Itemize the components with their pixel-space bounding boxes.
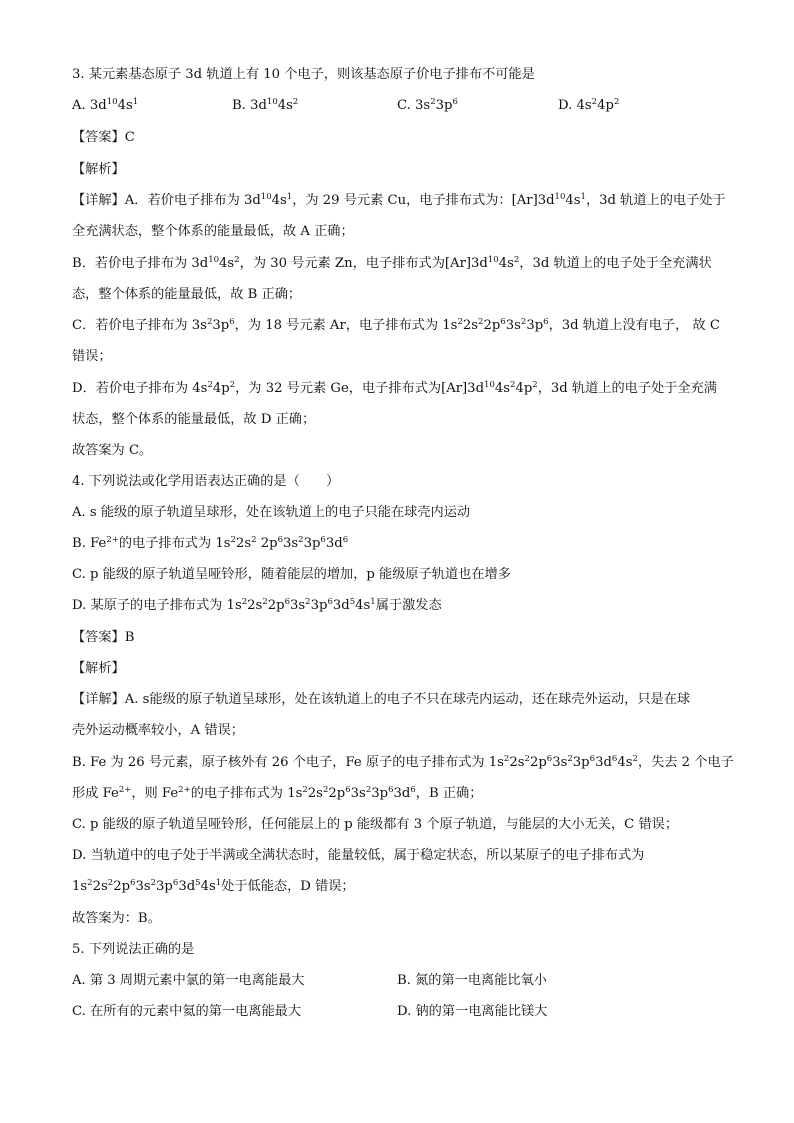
q4-detail-line-2: 壳外运动概率较小，A 错误；	[72, 723, 244, 738]
q4-detail-line-3: B. Fe 为 26 号元素，原子核外有 26 个电子，Fe 原子的电子排布式为 $1s^22s^22p^63s^23p^63d^64s^2$，失去 2 个电子	[72, 754, 734, 770]
q4-stem: 4. 下列说法或化学用语表达正确的是（ ）	[72, 474, 340, 489]
q3-detail-line-5: C．若价电子排布为 $3s^23p^6$，为 18 号元素 Ar，电子排布式为 $1s^22s^22p^63s^23p^6$，3d 轨道上没有电子， 故 C	[72, 317, 720, 333]
q3-detail-line-4: 态，整个体系的能量最低，故 B 正确；	[72, 287, 302, 302]
q5-option-a: A. 第 3 周期元素中氯的第一电离能最大	[72, 973, 305, 988]
q4-option-c: C. p 能级的原子轨道呈哑铃形，随着能层的增加，p 能级原子轨道也在增多	[72, 567, 511, 582]
q3-detail-line-3: B．若价电子排布为 $3d^{10}4s^2$，为 30 号元素 Zn，电子排布式为$[Ar]3d^{10}4s^2$，3d 轨道上的电子处于全充满状	[72, 255, 712, 271]
q4-detail-line-4: 形成 $Fe^{2+}$，则 $Fe^{2+}$的电子排布式为 $1s^22s^22p^63s^23p^63d^6$，B 正确；	[72, 785, 483, 801]
q4-detail-line-1: 【详解】A. s能级的原子轨道呈球形，处在该轨道上的电子不只在球壳内运动，还在球壳外运动，只是在球	[72, 692, 691, 707]
q3-analysis-label: 【解析】	[72, 162, 125, 177]
q3-option-c: C. $3s^23p^6$	[397, 97, 458, 113]
q4-option-b: B. $Fe^{2+}$的电子排布式为 $1s^22s^2$ $2p^63s^23p^63d^6$	[72, 535, 349, 551]
q4-option-d: D. 某原子的电子排布式为 $1s^22s^22p^63s^23p^63d^54s^1$属于激发态	[72, 597, 442, 613]
q3-detail-line-7: D．若价电子排布为 $4s^24p^2$，为 32 号元素 Ge，电子排布式为$[Ar]3d^{10}4s^24p^2$，3d 轨道上的电子处于全充满	[72, 380, 717, 396]
q3-detail-line-2: 全充满状态，整个体系的能量最低，故 A 正确；	[72, 224, 354, 239]
q4-detail-line-6: D. 当轨道中的电子处于半满或全满状态时，能量较低，属于稳定状态，所以某原子的电子排布式为	[72, 848, 645, 863]
q5-option-b: B. 氮的第一电离能比氧小	[397, 973, 547, 988]
q3-detail-line-1: 【详解】A．若价电子排布为 $3d^{10}4s^1$，为 29 号元素 Cu，电子排布式为：$[Ar]3d^{10}4s^1$，3d 轨道上的电子处于	[72, 192, 726, 208]
q4-option-a: A. s 能级的原子轨道呈球形，处在该轨道上的电子只能在球壳内运动	[72, 505, 471, 520]
q3-option-b: B. $3d^{10}4s^2$	[232, 97, 299, 113]
q3-detail-line-6: 错误；	[72, 349, 112, 364]
q5-option-d: D. 钠的第一电离能比镁大	[397, 1004, 548, 1019]
q5-option-c: C. 在所有的元素中氦的第一电离能最大	[72, 1004, 302, 1019]
q3-detail-line-8: 状态，整个体系的能量最低，故 D 正确；	[72, 412, 316, 427]
q4-detail-line-7: $1s^22s^22p^63s^23p^63d^54s^1$处于低能态，D 错误；	[72, 878, 355, 894]
q3-conclusion: 故答案为 C。	[72, 443, 153, 458]
q4-detail-line-5: C. p 能级的原子轨道呈哑铃形，任何能层上的 p 能级都有 3 个原子轨道，与能层的大小无关，C 错误；	[72, 817, 679, 832]
q4-answer: 【答案】B	[72, 630, 135, 645]
q5-stem: 5. 下列说法正确的是	[72, 942, 195, 957]
q4-analysis-label: 【解析】	[72, 661, 125, 676]
q3-option-a: A. $3d^{10}4s^1$	[72, 97, 139, 113]
q3-stem: 3. 某元素基态原子 3d 轨道上有 10 个电子，则该基态原子价电子排布不可能是	[72, 67, 535, 82]
q3-answer: 【答案】C	[72, 130, 135, 145]
q4-conclusion: 故答案为：B。	[72, 911, 161, 926]
q3-option-d: D. $4s^24p^2$	[558, 97, 620, 113]
